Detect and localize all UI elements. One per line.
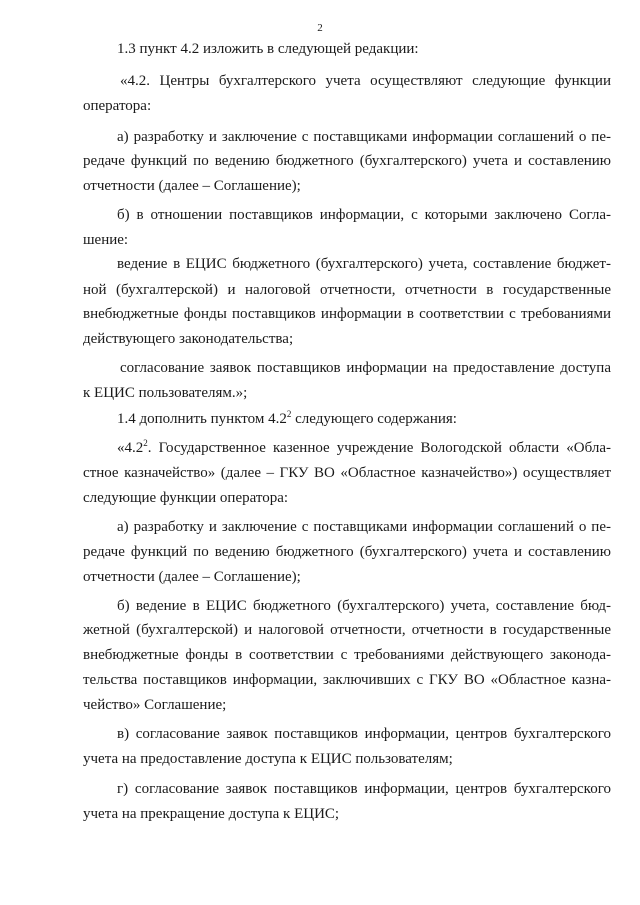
text-line: внебюджетные фонды поставщиков информации в соответствии с требованиями xyxy=(83,306,611,322)
text-line: к ЕЦИС пользователям.»; xyxy=(83,385,248,401)
text-line: а) разработку и заключение с поставщиками информации соглашений о пе- xyxy=(117,129,611,145)
text-line: шение: xyxy=(83,232,129,248)
text-line: оператора: xyxy=(83,98,152,114)
text-line: редаче функций по ведению бюджетного (бухгалтерского) учета и составлению xyxy=(83,153,611,169)
text-line: а) разработку и заключение с поставщиками информации соглашений о пе- xyxy=(117,519,611,535)
text-line: учета на предоставление доступа к ЕЦИС пользователям; xyxy=(83,751,453,767)
text-line: отчетности (далее – Соглашение); xyxy=(83,178,301,194)
text-line: редаче функций по ведению бюджетного (бухгалтерского) учета и составлению xyxy=(83,544,611,560)
text-line: отчетности (далее – Соглашение); xyxy=(83,569,301,585)
text-line: действующего законодательства; xyxy=(83,331,294,347)
text-line: «$4.2^2$. Государственное казенное учреждение Вологодской области «Обла- xyxy=(117,438,611,456)
text-line: следующие функции оператора: xyxy=(83,490,289,506)
text-line: «4.2. Центры бухгалтерского учета осуществляют следующие функции xyxy=(120,73,611,89)
superscript: 2 xyxy=(143,438,148,448)
superscript: 2 xyxy=(286,409,292,419)
text-line: стное казначейство» (далее – ГКУ ВО «Областное казначейство») осуществляет xyxy=(83,465,611,481)
text-line: ведение в ЕЦИС бюджетного (бухгалтерского) учета, составление бюджет- xyxy=(117,256,611,272)
text-line: 1.3 пункт 4.2 изложить в следующей редакции: xyxy=(117,41,419,57)
text-line: б) в отношении поставщиков информации, с которыми заключено Согла- xyxy=(117,207,611,223)
text-line: жетной (бухгалтерской) и налоговой отчетности, отчетности в государственные xyxy=(83,622,611,638)
text-line: г) согласование заявок поставщиков информации, центров бухгалтерского xyxy=(117,781,611,797)
text-line: тельства поставщиков информации, заключивших с ГКУ ВО «Областное казна- xyxy=(83,672,611,688)
text-line: согласование заявок поставщиков информации на предоставление доступа xyxy=(120,360,611,376)
text-line: 1.4 дополнить пунктом $4.2^2$ следующего содержания: xyxy=(117,409,457,427)
page-number: 2 xyxy=(317,22,323,34)
text-line: в) согласование заявок поставщиков информации, центров бухгалтерского xyxy=(117,726,611,742)
text-line: внебюджетные фонды в соответствии с требованиями действующего законода- xyxy=(83,647,611,663)
text-line: ной (бухгалтерской) и налоговой отчетности, отчетности в государственные xyxy=(83,282,611,298)
text-line: учета на прекращение доступа к ЕЦИС; xyxy=(83,806,340,822)
text-line: б) ведение в ЕЦИС бюджетного (бухгалтерского) учета, составление бюд- xyxy=(117,598,611,614)
text-line: чейство» Соглашение; xyxy=(83,697,227,713)
